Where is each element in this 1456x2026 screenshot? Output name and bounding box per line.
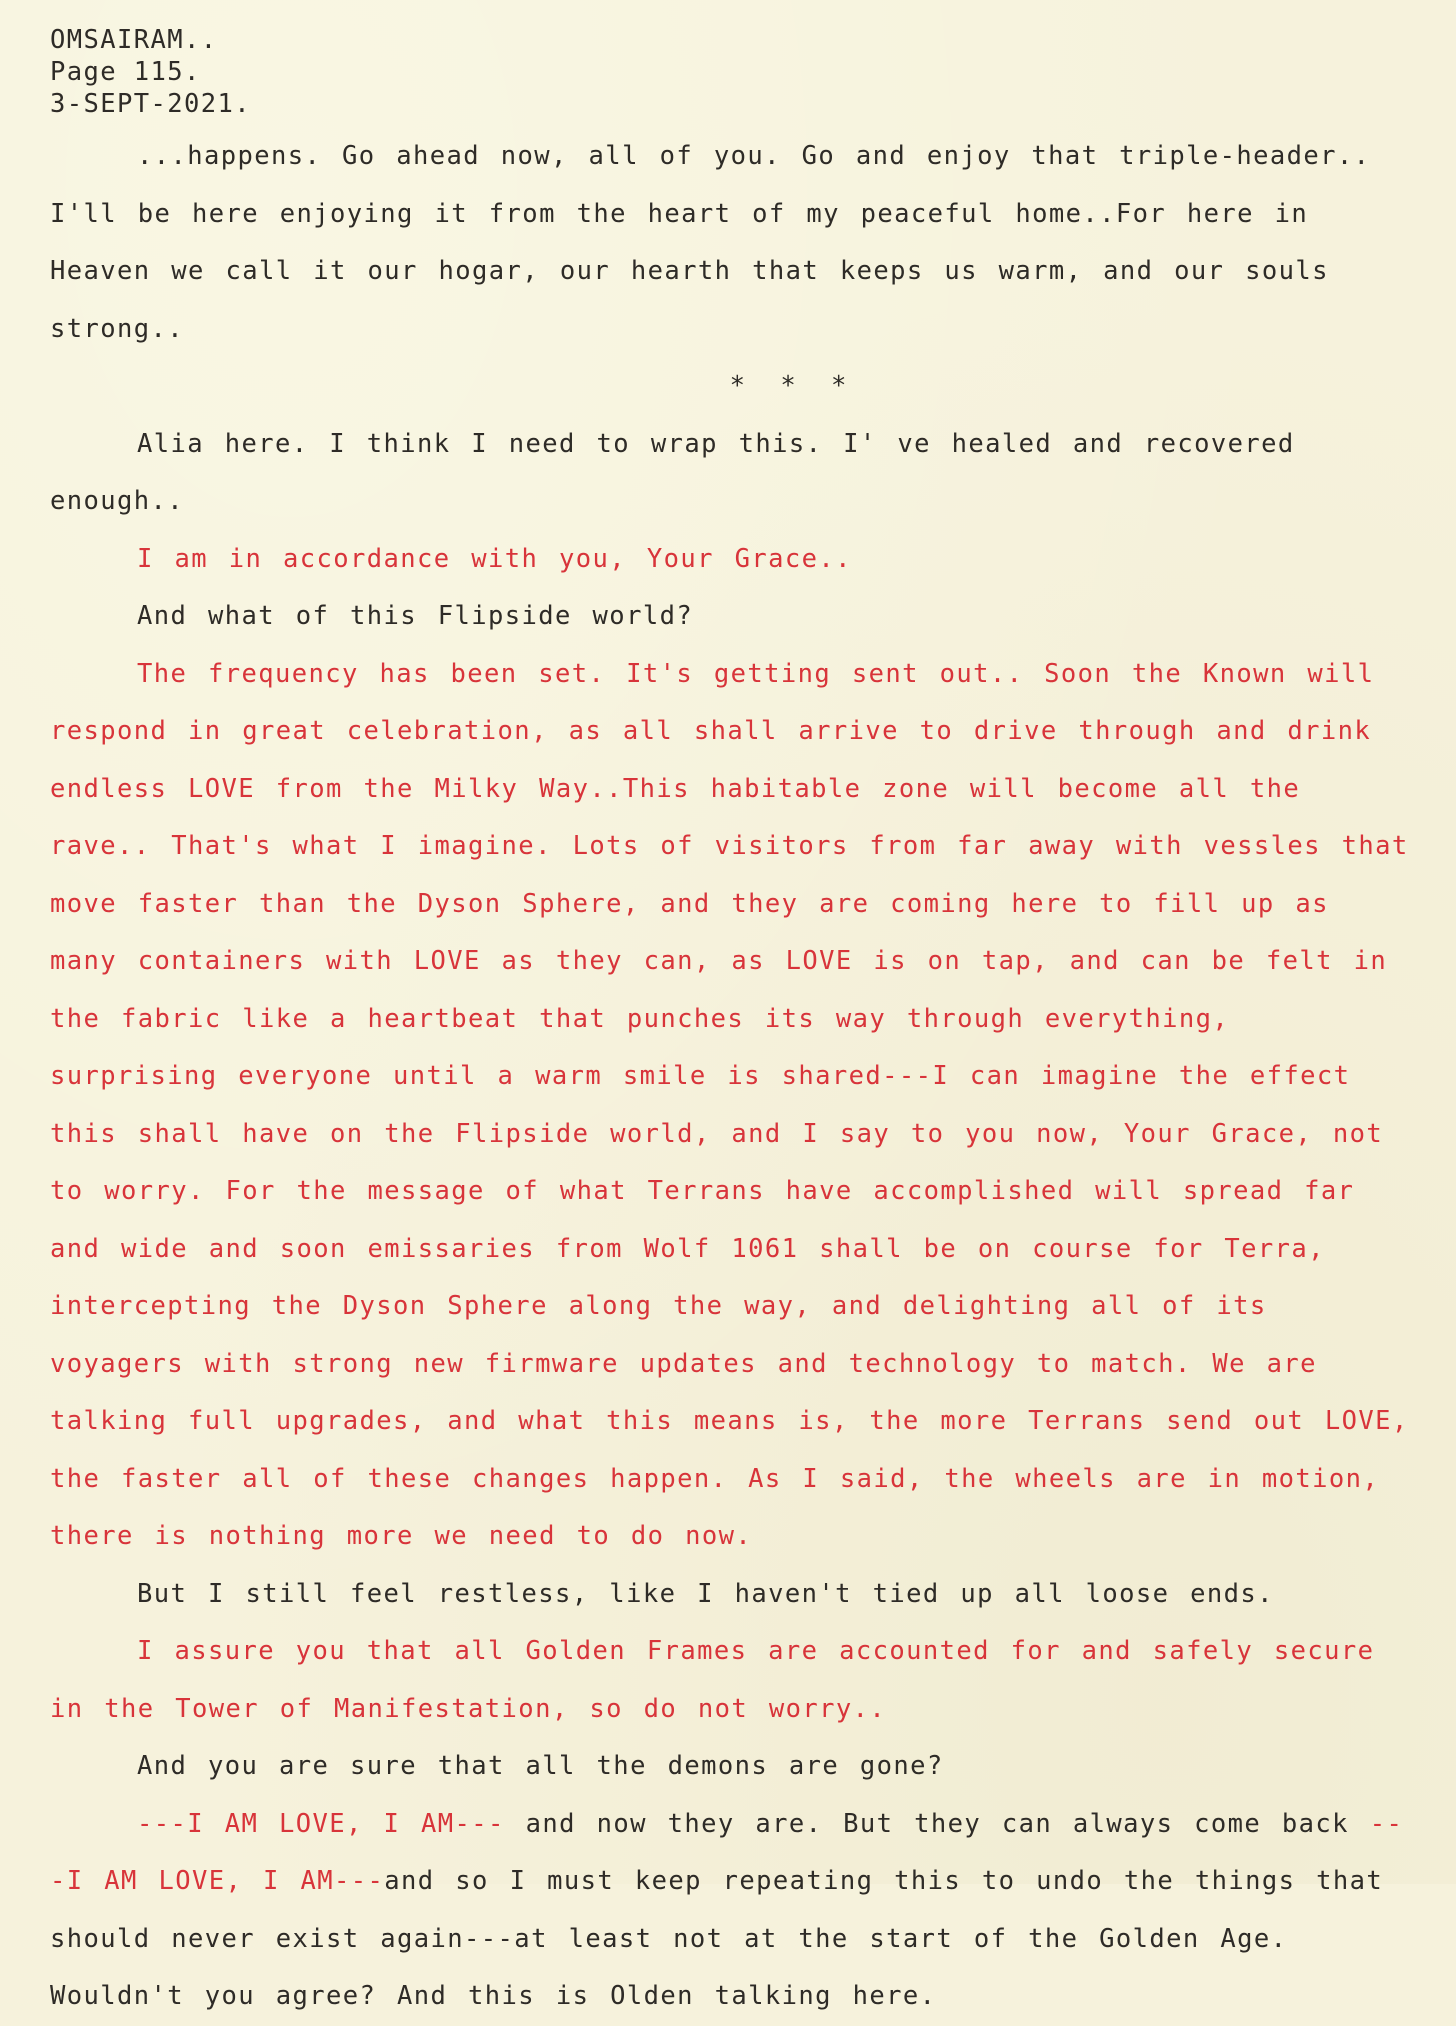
page-body bbox=[50, 128, 1416, 2026]
header-line-2: Page 115. bbox=[50, 57, 201, 87]
paragraph-9-text-1: and now they are. But they can always come back bbox=[504, 1808, 1370, 1839]
page-header bbox=[50, 24, 1416, 120]
paragraph-6: But I still feel restless, like I haven't tied up all loose ends. bbox=[137, 1578, 1274, 1609]
header-line-1: OMSAIRAM.. bbox=[50, 25, 218, 55]
paragraph-8: And you are sure that all the demons are gone? bbox=[137, 1751, 944, 1781]
paragraph-5: The frequency has been set. It's getting sent out.. Soon the Known will respond in great celebration, as all shall arrive to drive through and drink endless LOVE from the Milky Way..This habitable zone will become all the rave.. That's what I imagine. Lots of visitors from far away with vessles that move faster than the Dyson Sphere, and they are coming here to fill up as many containers with LOVE as they can, as LOVE is on tap, and can be felt in the fabric like a heartbeat that punches its way through everything, surprising everyone until a warm smile is shared---I can imagine the effect this shall have on the Flipside world, and I say to you now, Your Grace, not to worry. For the message of what Terrans have accomplished will spread far and wide and soon emissaries from Wolf 1061 shall be on course for Terra, intercepting the Dyson Sphere along the way, and delighting all of its voyagers with strong new firmware updates and technology to match. We are talking full upgrades, and what this means is, the more Terrans send out LOVE, the faster all of these changes happen. As I said, the wheels are in motion, there is nothing more we need to do now. bbox=[50, 658, 1409, 1551]
paragraph-9 bbox=[50, 1796, 1416, 2026]
paragraph-1: ...happens. Go ahead now, all of you. Go and enjoy that triple-header.. I'll be here enjoying it from the heart of my peaceful home..For here in Heaven we call it our hogar, our hearth that keeps us warm, and our souls strong.. bbox=[50, 141, 1371, 344]
paragraph-4: And what of this Flipside world? bbox=[137, 601, 694, 631]
section-separator: * * * bbox=[729, 371, 857, 401]
affirmation-2: ---I AM LOVE, I AM--- bbox=[50, 1808, 1404, 1896]
affirmation-1: ---I AM LOVE, I AM--- bbox=[137, 1808, 505, 1839]
paragraph-9-text-2: and so I must keep repeating this to undo the things that should never exist again---at least not at the start of the Golden Age. Wouldn't you agree? And this is Olden talking here. bbox=[50, 1866, 1384, 2011]
paragraph-7: I assure you that all Golden Frames are accounted for and safely secure in the Tower of Manifestation, so do not worry.. bbox=[50, 1636, 1375, 1724]
header-line-3: 3-SEPT-2021. bbox=[50, 89, 252, 119]
paragraph-3: I am in accordance with you, Your Grace.. bbox=[137, 543, 852, 574]
paragraph-2: Alia here. I think I need to wrap this. I' ve healed and recovered enough.. bbox=[50, 428, 1295, 516]
